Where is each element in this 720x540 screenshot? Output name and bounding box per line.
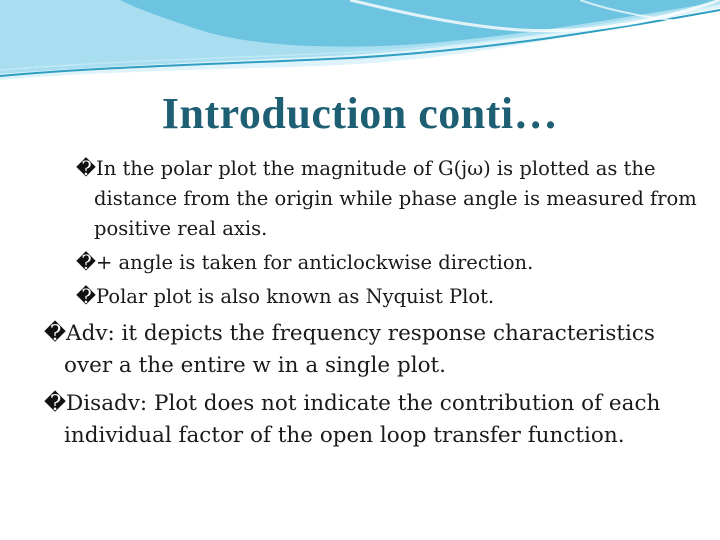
main-bullet <box>44 318 704 381</box>
main-bullet-text: Adv: it depicts the frequency response characteristics over a the entire w in a single plot. <box>64 321 655 378</box>
bullet-marker: � <box>44 321 67 346</box>
sub-bullet <box>76 282 714 312</box>
header-wave-decoration <box>0 0 720 90</box>
sub-bullet-text: In the polar plot the magnitude of G(jω) is plotted as the distance from the origin while phase angle is measured from positive real axis. <box>94 157 697 240</box>
sub-bullet <box>76 248 714 278</box>
main-bullet <box>44 388 704 451</box>
bullet-marker: � <box>44 391 67 416</box>
sub-bullet-text: + angle is taken for anticlockwise direction. <box>96 251 534 274</box>
bullet-marker: � <box>76 251 96 274</box>
slide-title: Introduction conti… <box>161 89 559 138</box>
bullet-marker: � <box>76 157 96 180</box>
sub-bullet-text: Polar plot is also known as Nyquist Plot. <box>96 285 495 308</box>
main-bullet-text: Disadv: Plot does not indicate the contribution of each individual factor of the open loop transfer function. <box>64 391 661 448</box>
bullet-marker: � <box>76 285 96 308</box>
sub-bullet <box>76 154 714 244</box>
